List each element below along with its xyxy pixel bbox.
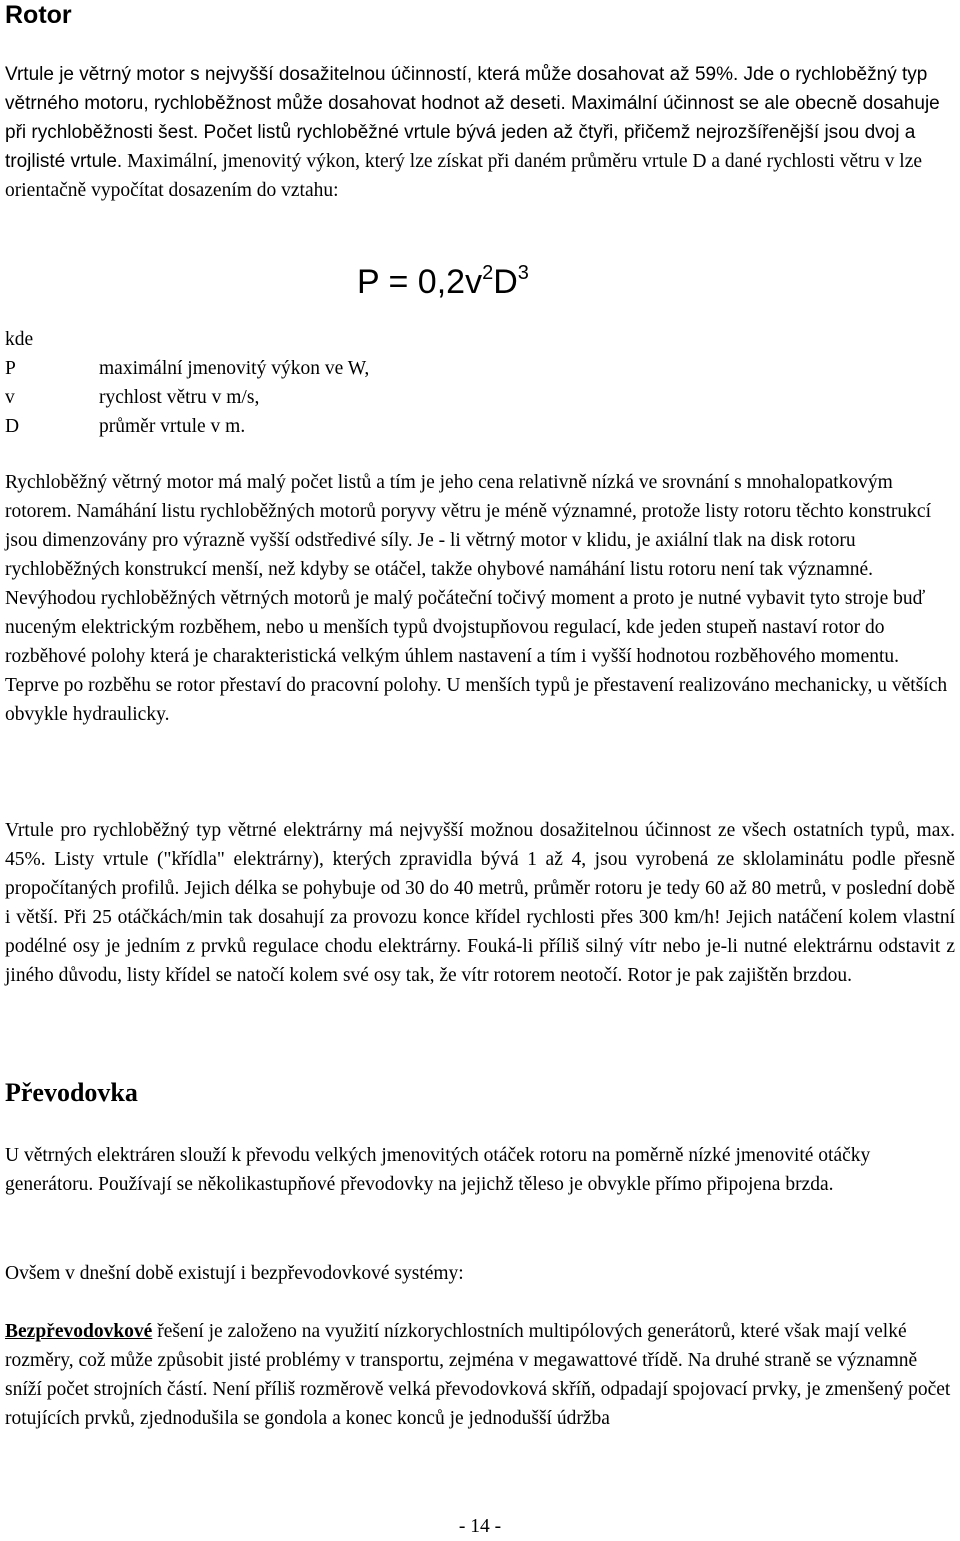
paragraph-intro-serif-part: Maximální, jmenovitý výkon, který lze získat při daném průměru vrtule D a dané rychlosti větru v lze orientačně vypočítat dosazením do vztahu: xyxy=(5,151,923,201)
definition-row xyxy=(5,412,605,441)
formula-exponent-d: 3 xyxy=(517,262,529,284)
formula-lhs: P = 0,2v xyxy=(357,263,483,301)
paragraph-gearbox: U větrných elektráren slouží k převodu velkých jmenovitých otáček rotoru na poměrně nízké jmenovité otáčky generátoru. Používají se několikastupňové převodovky na jejichž těleso je obvykle přímo připojena brzda. xyxy=(5,1145,871,1195)
heading-prevodovka: Převodovka xyxy=(5,1078,138,1107)
paragraph-gearless xyxy=(5,1317,955,1433)
definition-symbol: v xyxy=(5,387,15,408)
power-formula xyxy=(357,262,529,302)
paragraph-intro xyxy=(5,60,955,205)
definition-text: průměr vrtule v m. xyxy=(99,416,246,437)
definitions-intro-label: kde xyxy=(5,329,34,350)
definition-row xyxy=(5,354,605,383)
formula-d: D xyxy=(493,263,518,301)
paragraph-propeller: Vrtule pro rychloběžný typ větrné elektrárny má nejvyšší možnou dosažitelnou účinnost ze všech ostatních typů, max. 45%. Listy vrtule ("křídla" elektrárny), kterých zpravidla bývá 1 až 4, jsou vyrobená ze sklolaminátu podle přesně propočítaných profilů. Jejich délka se pohybuje od 30 do 40 metrů, průměr rotoru je tedy 60 až 80 metrů, v poslední době i větší. Při 25 otáčkách/min tak dosahují za provozu konce křídel rychlosti přes 300 km/h! Jejich natáčení kolem vlastní podélné osy je jedním z prvků regulace chodu elektrárny. Fouká-li příliš silný vítr nebo je-li nutné elektrárnu odstavit z jiného důvodu, listy křídel se natočí kolem své osy tak, že vítr rotorem neotočí. Rotor je pak zajištěn brzdou. xyxy=(5,820,955,986)
definitions-intro xyxy=(5,325,605,354)
definition-row xyxy=(5,383,605,412)
paragraph-fast-motor: Rychloběžný větrný motor má malý počet listů a tím je jeho cena relativně nízká ve srovnání s mnohalopatkovým rotorem. Namáhání listu rychloběžných motorů poryvy větru je méně významné, protože listy rotoru těchto konstrukcí jsou dimenzovány pro výrazně vyšší odstředivé síly. Je - li větrný motor v klidu, je axiální tlak na disk rotoru rychloběžných konstrukcí menší, než kdyby se otáčel, takže ohybové namáhání listu rotoru není tak významné. Nevýhodou rychloběžných větrných motorů je malý počáteční točivý moment a proto je nutné vybavit tyto stroje buď nuceným elektrickým rozběhem, nebo u menších typů dvojstupňovou regulací, kde jeden stupeň nastaví rotor do rozběhové polohy která je charakteristická velkým úhlem nastavení a tím i vyšší hodnotou rozběhového momentu. Teprve po rozběhu se rotor přestaví do pracovní polohy. U menších typů je přestavení realizováno mechanicky, u větších obvykle hydraulicky. xyxy=(5,472,948,725)
formula-exponent-v: 2 xyxy=(482,262,494,284)
paragraph-intro-sans-part: Vrtule je větrný motor s nejvyšší dosažitelnou účinností, která může dosahovat až 59%. Jde o rychloběžný typ větrného motoru, rychloběžnost může dosahovat hodnot až deseti. Maximální účinnost se ale obecně dosahuje při rychloběžnosti šest. Počet listů rychloběžné vrtule bývá jeden až čtyři, přičemž nejrozšířenější jsou dvoj a trojlisté vrtule. xyxy=(5,64,940,172)
gearless-description: řešení je založeno na využití nízkorychlostních multipólových generátorů, které však mají velké rozměry, což může způsobit jisté problémy v transportu, zejména v megawattové třídě. Na druhé straně se významně sníží počet strojních částí. Není příliš rozměrově velká převodovková skříň, odpadají spojovací prvky, je zmenšený počet rotujících prvků, zjednodušila se gondola a konec konců je jednodušší údržba xyxy=(5,1321,951,1429)
definition-text: maximální jmenovitý výkon ve W, xyxy=(99,358,370,379)
definition-text: rychlost větru v m/s, xyxy=(99,387,260,408)
formula-definitions xyxy=(5,325,605,441)
paragraph-gearless-intro: Ovšem v dnešní době existují i bezpřevodovkové systémy: xyxy=(5,1263,464,1284)
definition-symbol: D xyxy=(5,416,20,437)
definition-symbol: P xyxy=(5,358,16,379)
page-number: - 14 - xyxy=(458,1516,502,1537)
gearless-term: Bezpřevodovkové xyxy=(5,1321,153,1342)
heading-rotor: Rotor xyxy=(5,1,72,29)
